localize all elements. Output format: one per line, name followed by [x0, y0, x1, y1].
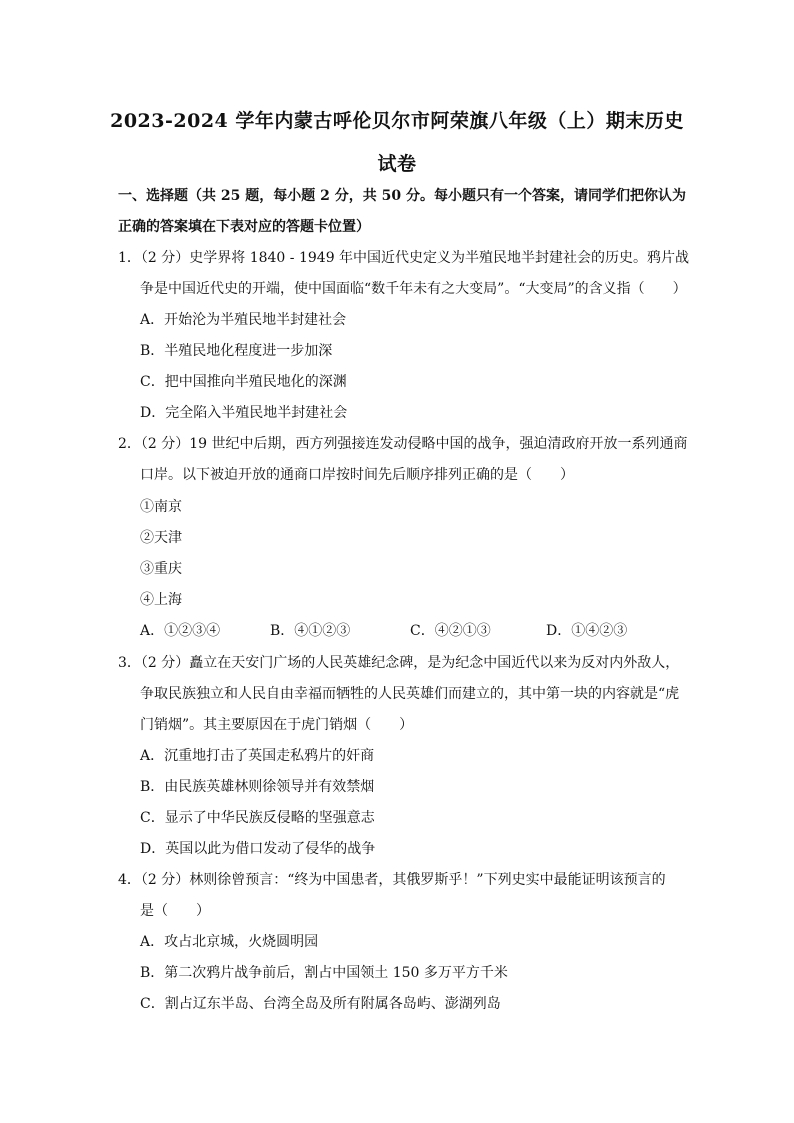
question-2-item-3: ③重庆 [140, 561, 182, 577]
question-3-option-c: C．显示了中华民族反侵略的坚强意志 [140, 810, 375, 826]
question-1-option-d: D．完全陷入半殖民地半封建社会 [140, 405, 348, 421]
question-2-item-2: ②天津 [140, 530, 182, 546]
question-3-stem: 3．（2 分）矗立在天安门广场的人民英雄纪念碑，是为纪念中国近代以来为反对内外敌人， [118, 655, 680, 671]
question-2-item-4: ④上海 [140, 592, 182, 608]
question-4-stem-continued: 是（ ） [140, 903, 210, 919]
question-3-option-d: D．英国以此为借口发动了侵华的战争 [140, 841, 376, 857]
question-3-option-a: A．沉重地打击了英国走私鸦片的奸商 [140, 748, 375, 764]
question-1-option-c: C．把中国推向半殖民地化的深渊 [140, 374, 347, 390]
page-title-continued: 试卷 [377, 153, 417, 175]
question-2-stem: 2．（2 分）19 世纪中后期，西方列强接连发动侵略中国的战争，强迫清政府开放一系列通商 [118, 436, 688, 452]
question-4-option-a: A．攻占北京城，火烧圆明园 [140, 934, 319, 950]
question-1-stem: 1．（2 分）史学界将 1840 - 1949 年中国近代史定义为半殖民地半封建社会的历史。鸦片战 [118, 250, 690, 266]
page-title: 2023-2024 学年内蒙古呼伦贝尔市阿荣旗八年级（上）期末历史 [110, 110, 684, 132]
question-2-options-row [140, 621, 680, 641]
question-4-option-c: C．割占辽东半岛、台湾全岛及所有附属各岛屿、澎湖列岛 [140, 996, 501, 1012]
question-2-option-d: D．①④②③ [546, 623, 628, 639]
question-1-stem-continued: 争是中国近代史的开端，使中国面临“数千年未有之大变局”。“大变局”的含义指（ ） [140, 281, 687, 297]
question-2-option-a: A．①②③④ [140, 623, 221, 639]
question-4-option-b: B．第二次鸦片战争前后，割占中国领土 150 多万平方千米 [140, 965, 508, 981]
section-heading: 一、选择题（共 25 题，每小题 2 分，共 50 分。每小题只有一个答案，请同学们把你认为 [118, 188, 686, 204]
question-3-stem-continued: 争取民族独立和人民自由幸福而牺牲的人民英雄们而建立的，其中第一块的内容就是“虎 [140, 686, 680, 702]
question-1-option-a: A．开始沦为半殖民地半封建社会 [140, 312, 347, 328]
question-2-option-b: B．④①②③ [270, 623, 351, 639]
question-4-stem: 4．（2 分）林则徐曾预言：“终为中国患者，其俄罗斯乎！”下列史实中最能证明该预言的 [118, 872, 666, 888]
question-1-option-b: B．半殖民地化程度进一步加深 [140, 343, 333, 359]
question-2-item-1: ①南京 [140, 499, 182, 515]
section-heading-continued: 正确的答案填在下表对应的答题卡位置） [118, 219, 370, 235]
question-3-stem-continued-2: 门销烟”。其主要原因在于虎门销烟（ ） [140, 717, 414, 733]
question-2-option-c: C．④②①③ [410, 623, 491, 639]
question-2-stem-continued: 口岸。以下被迫开放的通商口岸按时间先后顺序排列正确的是（ ） [140, 467, 574, 483]
question-3-option-b: B．由民族英雄林则徐领导并有效禁烟 [140, 779, 375, 795]
